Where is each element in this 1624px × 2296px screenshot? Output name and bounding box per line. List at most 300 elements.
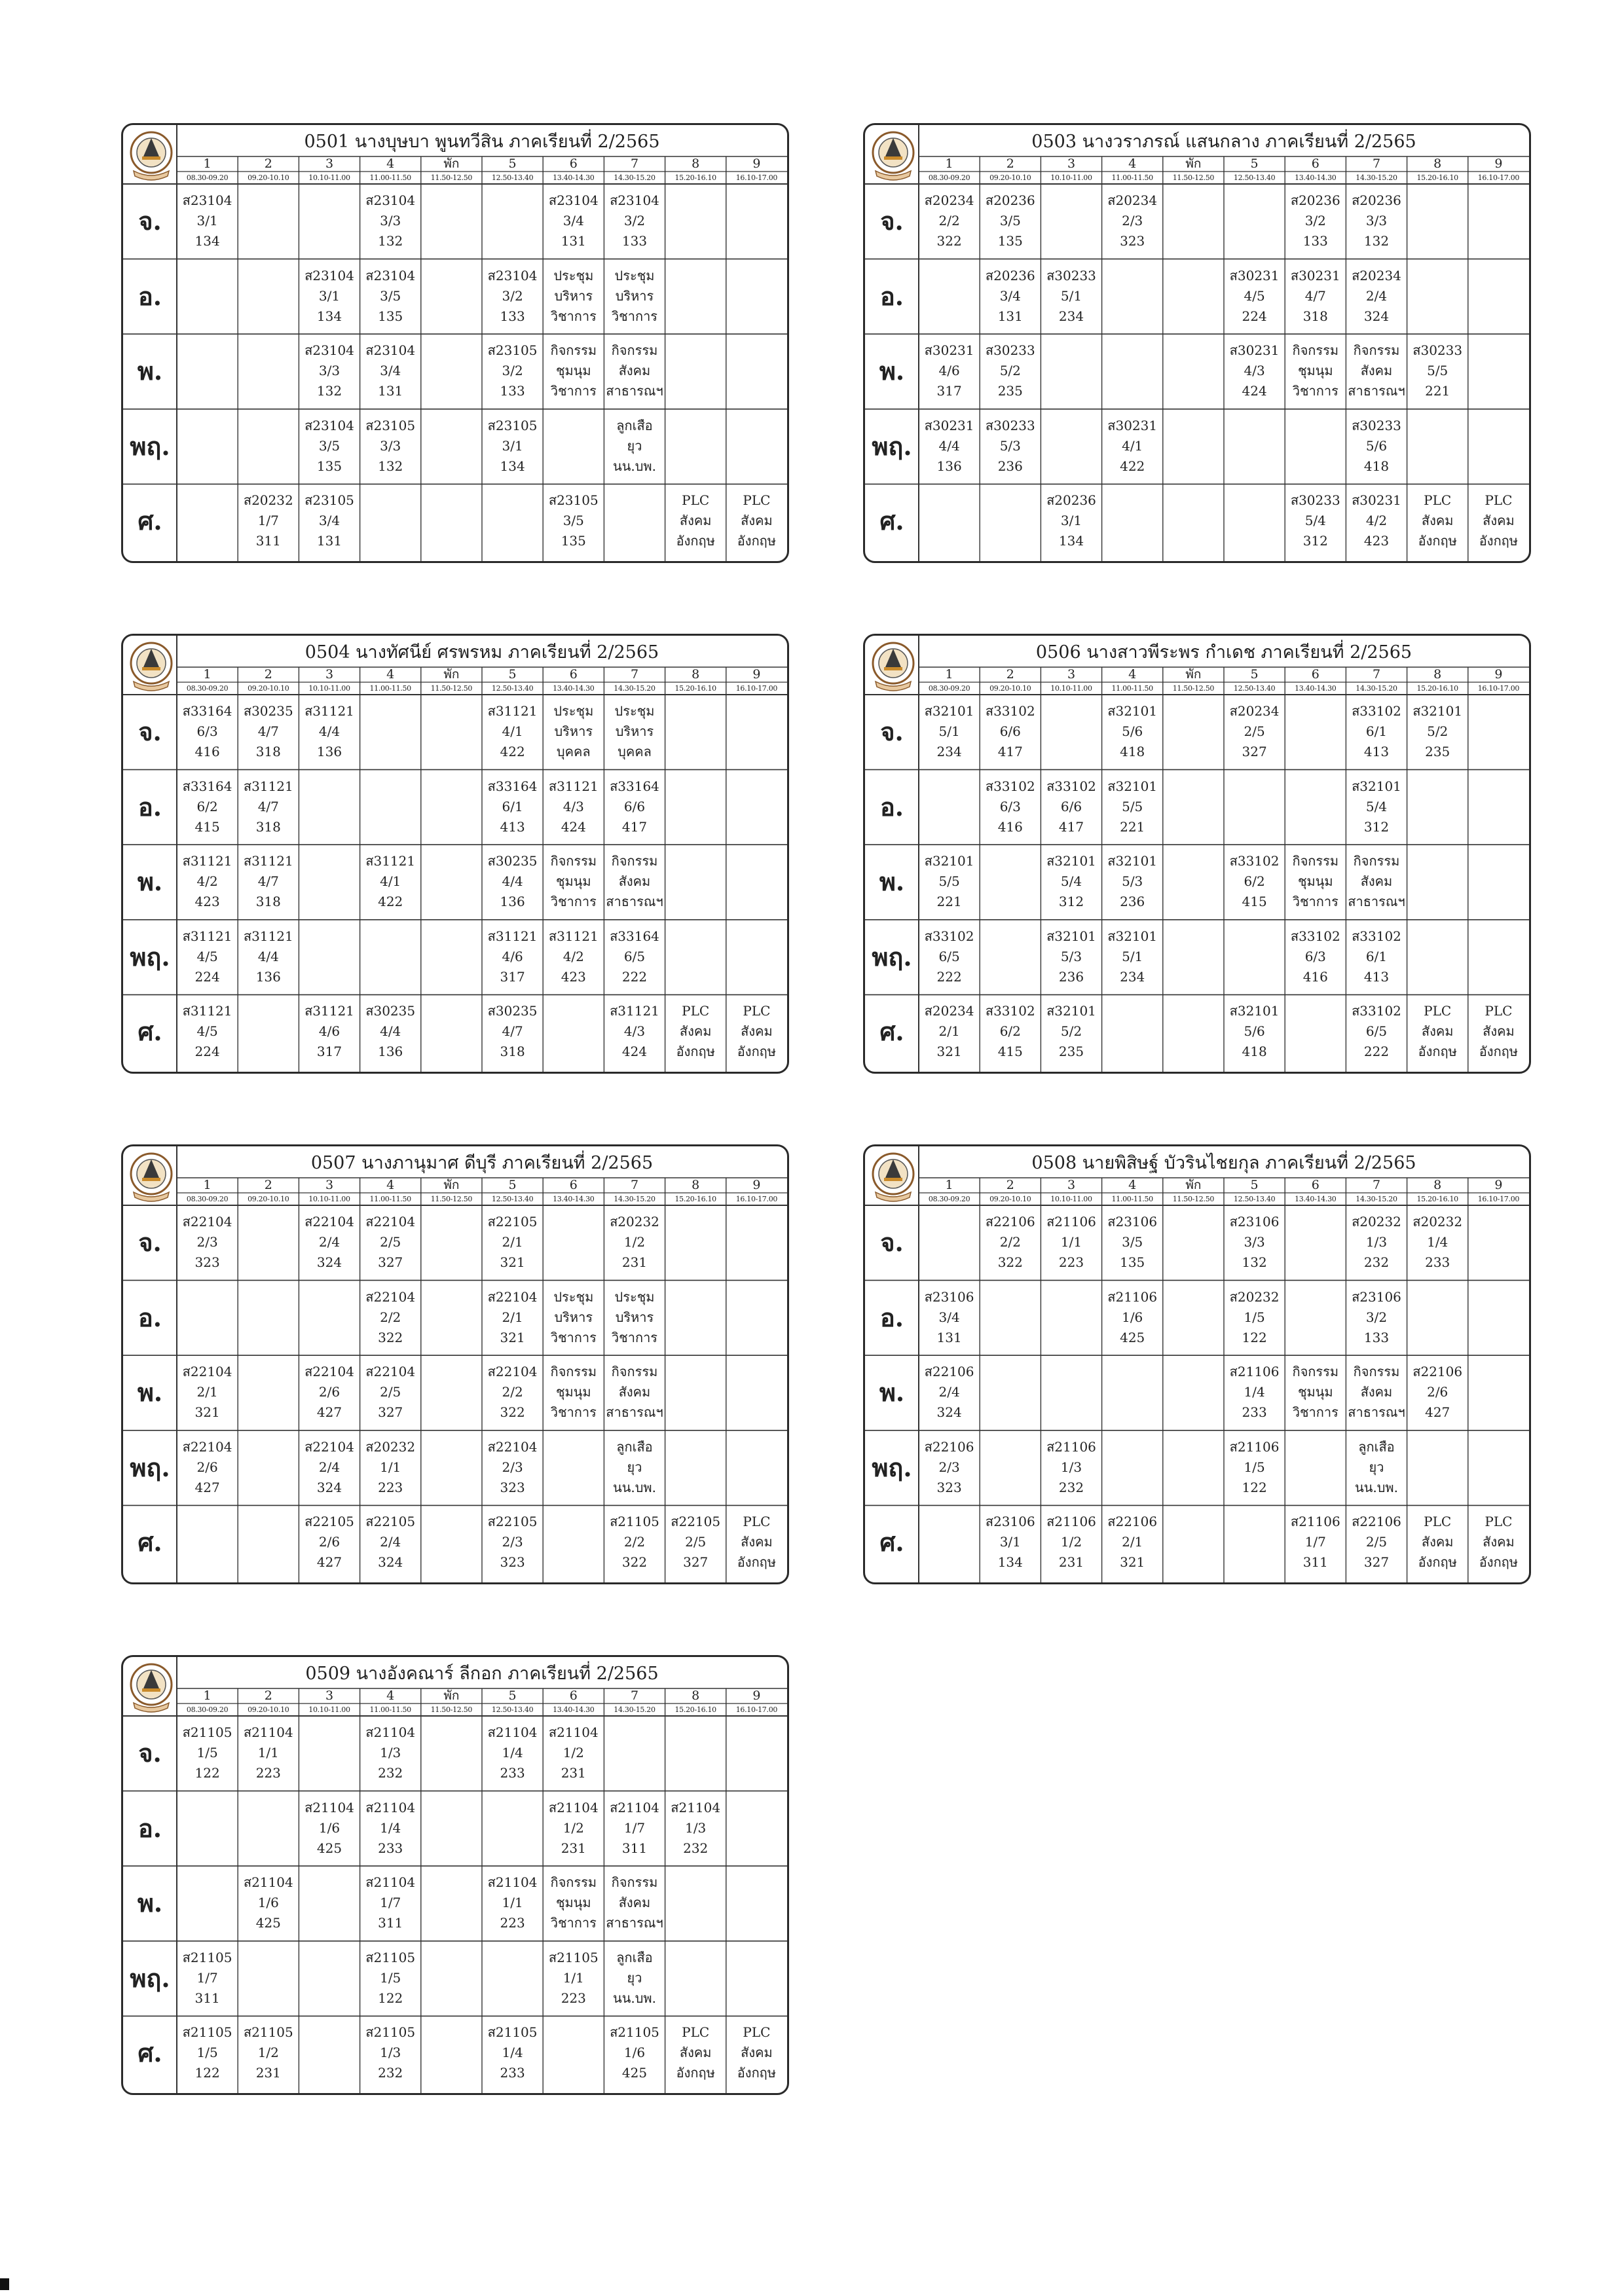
cell-line: สังคม: [1421, 1023, 1454, 1040]
cell-line: 425: [316, 1840, 342, 1856]
cell-line: กิจกรรม: [1292, 853, 1339, 869]
period-header: 9: [752, 1178, 761, 1192]
schedule-title-text: 0507 นางภานุมาศ ดีบุรี ภาคเรียนที่ 2/2565: [310, 1153, 654, 1173]
cell-line: 5/6: [1244, 1023, 1265, 1040]
cell-line: 4/7: [257, 873, 279, 890]
school-logo-icon: [128, 130, 174, 181]
cell-line: 422: [500, 744, 525, 759]
timetable-cell: [543, 1362, 604, 1423]
day-label: อ.: [138, 1813, 162, 1843]
cell-line: 122: [1242, 1479, 1267, 1495]
cell-line: 1/2: [257, 2045, 279, 2061]
cell-line: 6/3: [999, 798, 1021, 814]
schedule-title: [919, 638, 1529, 667]
cell-line: ส21105: [365, 2024, 416, 2041]
period-header: 2: [264, 1178, 272, 1192]
timetable-cell: [1468, 490, 1529, 551]
cell-line: 131: [316, 533, 342, 549]
cell-line: ส21105: [182, 1949, 232, 1965]
period-time: 11.50-12.50: [430, 173, 473, 182]
cell-line: 3/5: [1122, 1234, 1143, 1250]
cell-line: 3/4: [563, 213, 584, 228]
cell-line: 427: [194, 1479, 220, 1495]
cell-line: PLC: [1485, 1514, 1513, 1530]
day-label: จ.: [880, 717, 904, 746]
cell-line: 4/4: [257, 948, 279, 964]
cell-line: กิจกรรม: [611, 853, 658, 869]
cell-line: 134: [997, 1554, 1023, 1571]
cell-line: ส30233: [1046, 267, 1096, 283]
period-header: 3: [325, 156, 334, 171]
cell-line: 6/5: [623, 948, 646, 964]
timetable-cell: [482, 776, 543, 837]
period-header: 3: [325, 667, 334, 682]
cell-line: 224: [194, 1044, 220, 1060]
cell-line: ส21105: [365, 1949, 416, 1965]
cell-line: 321: [1120, 1554, 1145, 1571]
cell-line: ส23104: [365, 342, 416, 359]
cell-line: 2/3: [502, 1459, 523, 1475]
timetable-cell: [1041, 776, 1101, 837]
cell-line: ส21105: [182, 2024, 232, 2041]
cell-line: PLC: [1424, 492, 1452, 509]
timetable-cell: [482, 1437, 543, 1498]
cell-line: 234: [1120, 968, 1145, 985]
timetable-cell: [1468, 1001, 1529, 1062]
cell-line: 133: [1302, 233, 1328, 249]
cell-line: 231: [561, 1765, 586, 1781]
timetable-cell: [360, 1948, 421, 2009]
cell-line: 6/1: [502, 798, 523, 814]
cell-line: กิจกรรม: [1353, 853, 1400, 869]
day-label: ศ.: [138, 506, 162, 536]
cell-line: สังคม: [741, 1534, 773, 1550]
cell-line: 6/3: [196, 723, 218, 739]
cell-line: บริหาร: [554, 1309, 593, 1325]
cell-line: 134: [194, 233, 220, 249]
period-time: 13.40-14.30: [553, 1705, 595, 1714]
period-time: 11.50-12.50: [430, 684, 473, 693]
cell-line: 3/1: [502, 437, 523, 454]
cell-line: บุคคล: [618, 744, 652, 759]
cell-line: 3/2: [623, 213, 646, 228]
timetable-cell: [604, 1798, 665, 1859]
cell-line: 2/2: [502, 1384, 523, 1400]
cell-line: ส20232: [1352, 1214, 1401, 1230]
period-time: 11.00-11.50: [369, 684, 411, 693]
cell-line: ส31121: [304, 1003, 354, 1019]
cell-line: 133: [621, 233, 648, 249]
period-header: 2: [264, 156, 272, 171]
period-header: 2: [264, 1688, 272, 1703]
cell-line: ส21105: [548, 1949, 599, 1965]
cell-line: ส23106: [1107, 1214, 1158, 1230]
cell-line: 6/5: [938, 948, 960, 964]
cell-line: 3/4: [999, 287, 1021, 304]
cell-line: PLC: [743, 492, 771, 509]
cell-line: 413: [1363, 744, 1390, 759]
cell-line: ส32101: [1107, 928, 1158, 944]
timetable-cell: [980, 1512, 1041, 1573]
cell-line: 1/6: [318, 1819, 341, 1836]
period-time: 11.00-11.50: [369, 173, 411, 182]
cell-line: 2/6: [196, 1459, 218, 1475]
timetable-cell: [1102, 416, 1163, 477]
cell-line: 2/1: [502, 1309, 523, 1325]
cell-line: 4/6: [502, 948, 523, 964]
timetable-cell: [1224, 1437, 1285, 1498]
timetable-cell: [1346, 1212, 1407, 1273]
cell-line: 4/5: [196, 1023, 218, 1040]
period-header: 5: [1250, 1178, 1259, 1192]
cell-line: ส23104: [487, 267, 538, 283]
cell-line: กิจกรรม: [1353, 1364, 1400, 1380]
cell-line: ส23104: [365, 192, 416, 208]
timetable-cell: [360, 1001, 421, 1062]
period-header: 8: [692, 1688, 700, 1703]
cell-line: ส23105: [304, 492, 354, 509]
period-time: 10.10-11.00: [308, 1195, 350, 1203]
period-time: 12.50-13.40: [491, 1195, 534, 1203]
cell-line: ส21104: [548, 1724, 599, 1740]
cell-line: อังกฤษ: [737, 2065, 776, 2081]
cell-line: ชุมนุม: [555, 1895, 591, 1911]
cell-line: 1/6: [1122, 1309, 1143, 1325]
cell-line: สาธารณฯ: [1348, 894, 1405, 910]
cell-line: ส20234: [924, 192, 974, 208]
cell-line: อังกฤษ: [1479, 533, 1518, 549]
cell-line: 135: [1120, 1254, 1145, 1270]
cell-line: 134: [1058, 533, 1084, 549]
cell-line: ส20234: [1352, 267, 1401, 283]
cell-line: ลูกเสือ: [616, 1949, 653, 1965]
period-header: 2: [1006, 156, 1014, 171]
timetable-cell: [238, 926, 299, 987]
timetable-cell: [980, 191, 1041, 251]
cell-line: 1/3: [685, 1819, 707, 1836]
cell-line: 2/4: [1365, 287, 1388, 304]
cell-line: ส22106: [985, 1214, 1035, 1230]
timetable-cell: [543, 851, 604, 912]
cell-line: สังคม: [741, 2045, 773, 2061]
timetable-cell: [919, 851, 980, 912]
cell-line: 3/5: [318, 437, 341, 454]
timetable-cell: [1041, 1437, 1101, 1498]
cell-line: ส33164: [610, 928, 659, 944]
cell-line: 5/5: [1427, 363, 1449, 379]
cell-line: สังคม: [1360, 1384, 1393, 1400]
cell-line: สังคม: [1483, 1534, 1515, 1550]
cell-line: 132: [378, 233, 403, 249]
day-label: ศ.: [879, 1017, 904, 1047]
timetable-cell: [299, 1212, 360, 1273]
cell-line: ส22106: [924, 1364, 974, 1380]
cell-line: ส30231: [1352, 492, 1401, 509]
period-time: 15.20-16.10: [674, 1195, 716, 1203]
cell-line: ส21104: [365, 1724, 416, 1740]
day-label: อ.: [879, 281, 904, 311]
cell-line: 1/3: [1060, 1459, 1082, 1475]
timetable-cell: [665, 1512, 726, 1573]
cell-line: 222: [936, 968, 962, 985]
cell-line: ส30233: [1412, 342, 1463, 359]
cell-line: ส22105: [365, 1514, 416, 1530]
cell-line: 135: [997, 233, 1023, 249]
cell-line: ส22104: [365, 1214, 416, 1230]
cell-line: 6/2: [999, 1023, 1021, 1040]
cell-line: 1/5: [380, 1969, 401, 1986]
period-header: 9: [1494, 156, 1503, 171]
cell-line: 6/6: [999, 723, 1021, 739]
period-header: 8: [1433, 156, 1442, 171]
cell-line: 223: [255, 1765, 281, 1781]
period-header: 1: [945, 1178, 953, 1192]
cell-line: ส22105: [671, 1514, 721, 1530]
timetable-cell: [1346, 340, 1407, 401]
timetable-cell: [1285, 490, 1346, 551]
day-label: จ.: [138, 717, 162, 746]
cell-line: 1/1: [257, 1745, 279, 1760]
cell-line: ส22104: [365, 1288, 416, 1305]
cell-line: 233: [1425, 1254, 1450, 1270]
cell-line: 311: [1302, 1554, 1328, 1571]
period-time: 16.10-17.00: [735, 1705, 778, 1714]
timetable-cell: [919, 1287, 980, 1348]
cell-line: ส23104: [182, 192, 232, 208]
cell-line: กิจกรรม: [1292, 342, 1339, 359]
cell-line: 2/4: [380, 1534, 401, 1550]
timetable-cell: [299, 490, 360, 551]
timetable-cell: [299, 266, 360, 327]
cell-line: 3/5: [380, 287, 401, 304]
timetable-cell: [543, 1948, 604, 2009]
cell-line: ส22104: [182, 1214, 232, 1230]
timetable-cell: [1346, 776, 1407, 837]
timetable-cell: [482, 851, 543, 912]
timetable-cell: [1224, 701, 1285, 762]
cell-line: 415: [1242, 894, 1267, 910]
cell-line: 2/2: [999, 1234, 1021, 1250]
cell-line: ส21104: [487, 1874, 538, 1891]
period-time: 11.50-12.50: [1172, 1195, 1215, 1203]
cell-line: อังกฤษ: [1479, 1044, 1518, 1060]
cell-line: ส20234: [1229, 703, 1280, 719]
cell-line: 427: [316, 1404, 342, 1421]
cell-line: 1/5: [196, 2045, 218, 2061]
cell-line: 415: [194, 818, 220, 835]
cell-line: 1/7: [1304, 1534, 1326, 1550]
timetable-card: [863, 634, 1531, 1074]
cell-line: 312: [1302, 533, 1328, 549]
timetable-cell: [299, 340, 360, 401]
cell-line: 222: [621, 968, 648, 985]
school-logo-icon: [870, 1152, 916, 1203]
cell-line: 312: [1363, 818, 1390, 835]
cell-line: 4/4: [380, 1023, 401, 1040]
cell-line: ส30233: [985, 342, 1035, 359]
period-time: 08.30-09.20: [928, 1195, 970, 1203]
cell-line: ส23105: [548, 492, 599, 509]
cell-line: 232: [1363, 1254, 1390, 1270]
cell-line: 2/2: [623, 1534, 646, 1550]
cell-line: สาธารณฯ: [606, 383, 663, 399]
cell-line: บริหาร: [554, 723, 593, 739]
day-label: จ.: [880, 206, 904, 236]
cell-line: 418: [1120, 744, 1145, 759]
day-label: พฤ.: [130, 1963, 170, 1993]
cell-line: 232: [378, 1765, 403, 1781]
period-time: 10.10-11.00: [1050, 173, 1092, 182]
cell-line: ส21104: [243, 1874, 293, 1891]
period-header: 5: [1250, 156, 1259, 171]
cell-line: ส32101: [1107, 853, 1158, 869]
period-header: 2: [1006, 667, 1014, 682]
cell-line: 133: [1363, 1329, 1390, 1345]
cell-line: ส20236: [1290, 192, 1340, 208]
cell-line: ส20232: [243, 492, 293, 509]
cell-line: ส22104: [182, 1438, 232, 1455]
timetable-cell: [1224, 851, 1285, 912]
cell-line: 422: [378, 894, 403, 910]
cell-line: 323: [500, 1479, 525, 1495]
period-header: 6: [569, 1688, 578, 1703]
timetable-cell: [1285, 191, 1346, 251]
cell-line: 1/7: [196, 1969, 218, 1986]
cell-line: สาธารณฯ: [606, 1915, 663, 1931]
cell-line: สังคม: [1360, 363, 1393, 379]
timetable-cell: [543, 1872, 604, 1933]
cell-line: 122: [194, 2065, 220, 2081]
cell-line: 231: [1058, 1554, 1084, 1571]
period-header: 9: [1494, 1178, 1503, 1192]
timetable-cell: [665, 1798, 726, 1859]
cell-line: 2/2: [938, 213, 960, 228]
cell-line: 6/1: [1365, 948, 1388, 964]
cell-line: 3/2: [502, 363, 523, 379]
cell-line: 5/1: [938, 723, 960, 739]
period-header: 4: [386, 667, 395, 682]
day-label: พ.: [137, 1377, 163, 1408]
period-header: 2: [264, 667, 272, 682]
timetable-cell: [543, 490, 604, 551]
cell-line: 1/4: [502, 2045, 523, 2061]
cell-line: 5/2: [1427, 723, 1449, 739]
period-header: 4: [1128, 1178, 1137, 1192]
timetable-cell: [726, 1512, 787, 1573]
period-time: 14.30-15.20: [614, 684, 655, 693]
timetable-cell: [482, 1212, 543, 1273]
cell-line: อังกฤษ: [737, 533, 776, 549]
day-label: ศ.: [138, 1527, 162, 1558]
cell-line: 5/3: [1122, 873, 1143, 890]
day-label: อ.: [138, 1302, 162, 1332]
cell-line: 2/1: [1122, 1534, 1143, 1550]
period-time: 15.20-16.10: [1416, 173, 1458, 182]
day-label: อ.: [879, 1302, 904, 1332]
cell-line: ส21104: [365, 1874, 416, 1891]
timetable-cell: [980, 340, 1041, 401]
period-time: 11.50-12.50: [1172, 684, 1215, 693]
cell-line: ส33102: [985, 778, 1035, 794]
period-header: 6: [1311, 1178, 1320, 1192]
timetable-cell: [1041, 1001, 1101, 1062]
cell-line: 425: [1120, 1329, 1145, 1345]
period-header: 7: [1372, 667, 1381, 682]
day-label: พฤ.: [130, 1452, 170, 1482]
school-logo-icon: [870, 130, 916, 181]
cell-line: 4/5: [196, 948, 218, 964]
period-time: 16.10-17.00: [735, 173, 778, 182]
period-header: 5: [1250, 667, 1259, 682]
cell-line: 416: [1302, 968, 1328, 985]
cell-line: ส32101: [1046, 853, 1096, 869]
timetable-cell: [604, 851, 665, 912]
period-time: 15.20-16.10: [674, 1705, 716, 1714]
cell-line: ส21105: [610, 1514, 659, 1530]
period-time: 12.50-13.40: [491, 684, 534, 693]
timetable-cell: [1407, 1001, 1468, 1062]
cell-line: 135: [378, 308, 403, 324]
cell-line: 425: [621, 2065, 648, 2081]
cell-line: ส20232: [1229, 1288, 1280, 1305]
period-time: 11.00-11.50: [1111, 684, 1153, 693]
timetable-cell: [177, 1437, 238, 1498]
cell-line: 424: [621, 1044, 648, 1060]
period-time: 10.10-11.00: [308, 684, 350, 693]
timetable-cell: [919, 1437, 980, 1498]
cell-line: 5/3: [999, 437, 1021, 454]
cell-line: สังคม: [618, 1895, 651, 1911]
timetable-card: [121, 634, 789, 1074]
cell-line: ส23104: [304, 267, 354, 283]
cell-line: PLC: [682, 2024, 710, 2041]
cell-line: บริหาร: [615, 723, 654, 739]
cell-line: ยุว: [627, 1459, 642, 1475]
timetable-cell: [604, 1362, 665, 1423]
timetable-cell: [543, 266, 604, 327]
cell-line: กิจกรรม: [611, 1364, 658, 1380]
cell-line: 235: [1058, 1044, 1084, 1060]
cell-line: ส23106: [985, 1514, 1035, 1530]
cell-line: ส31121: [487, 703, 538, 719]
cell-line: 231: [255, 2065, 281, 2081]
cell-line: สาธารณฯ: [1348, 1404, 1405, 1421]
timetable-cell: [482, 926, 543, 987]
timetable-cell: [299, 416, 360, 477]
cell-line: วิชาการ: [550, 1915, 597, 1931]
day-label: จ.: [880, 1228, 904, 1257]
cell-line: 4/7: [502, 1023, 523, 1040]
cell-line: ส21106: [1107, 1288, 1158, 1305]
cell-line: 233: [378, 1840, 403, 1856]
cell-line: PLC: [743, 1514, 771, 1530]
cell-line: ชุมนุม: [555, 873, 591, 890]
cell-line: 5/5: [938, 873, 960, 890]
period-header: 1: [203, 1178, 212, 1192]
cell-line: สังคม: [1360, 873, 1393, 890]
cell-line: 233: [500, 1765, 525, 1781]
timetable-cell: [238, 776, 299, 837]
cell-line: ลูกเสือ: [1358, 1438, 1395, 1455]
timetable-cell: [1346, 1001, 1407, 1062]
cell-line: 3/1: [196, 213, 218, 228]
day-label: พ.: [879, 1377, 905, 1408]
cell-line: 2/6: [318, 1384, 341, 1400]
cell-line: 1/6: [257, 1895, 279, 1911]
cell-line: ประชุม: [614, 703, 655, 719]
cell-line: ส33102: [985, 703, 1035, 719]
cell-line: ส21106: [1046, 1514, 1096, 1530]
